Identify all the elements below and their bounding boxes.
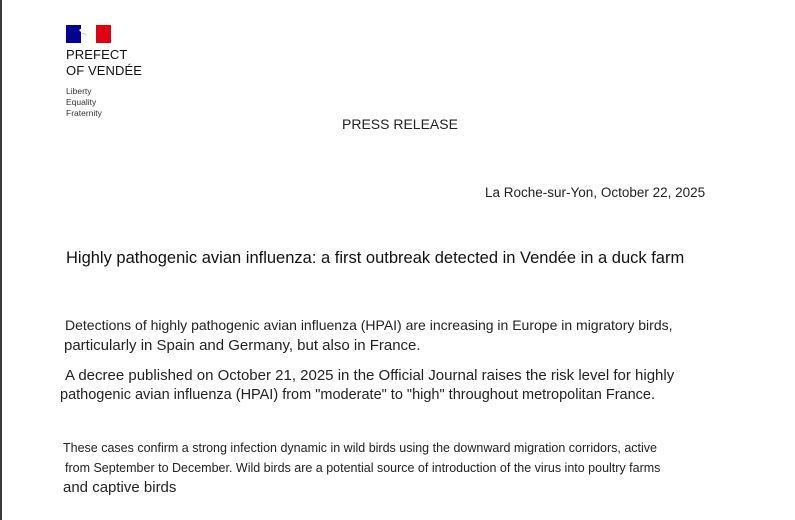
paragraph-1-line-2: particularly in Spain and Germany, but also in France. <box>64 337 421 354</box>
prefecture-logo <box>66 25 142 119</box>
marianne-flag-icon <box>66 25 111 43</box>
motto-fraternity: Fraternity <box>66 108 102 118</box>
authority-name <box>66 47 142 79</box>
motto-liberty: Liberty <box>66 86 92 96</box>
page-title: Highly pathogenic avian influenza: a first outbreak detected in Vendée in a duck farm <box>66 249 685 267</box>
authority-line-1: PREFECT <box>66 47 128 62</box>
motto-equality: Equality <box>66 97 97 107</box>
paragraph-3-line-3: and captive birds <box>63 479 177 496</box>
authority-line-2: OF VENDÉE <box>66 63 143 78</box>
republic-motto <box>66 86 142 119</box>
paragraph-2-line-2: pathogenic avian influenza (HPAI) from "moderate" to "high" throughout metropolitan France. <box>60 387 656 403</box>
paragraph-1-line-1: Detections of highly pathogenic avian influenza (HPAI) are increasing in Europe in migratory birds, <box>65 317 673 333</box>
paragraph-2-line-1: A decree published on October 21, 2025 in the Official Journal raises the risk level for highly <box>65 367 675 384</box>
paragraph-3-line-2: from September to December. Wild birds are a potential source of introduction of the virus into poultry farms <box>65 461 661 475</box>
paragraph-3-line-1: These cases confirm a strong infection dynamic in wild birds using the downward migration corridors, active <box>63 441 658 455</box>
document-type: PRESS RELEASE <box>342 116 458 132</box>
page-left-border <box>0 0 2 520</box>
dateline: La Roche-sur-Yon, October 22, 2025 <box>485 185 706 200</box>
